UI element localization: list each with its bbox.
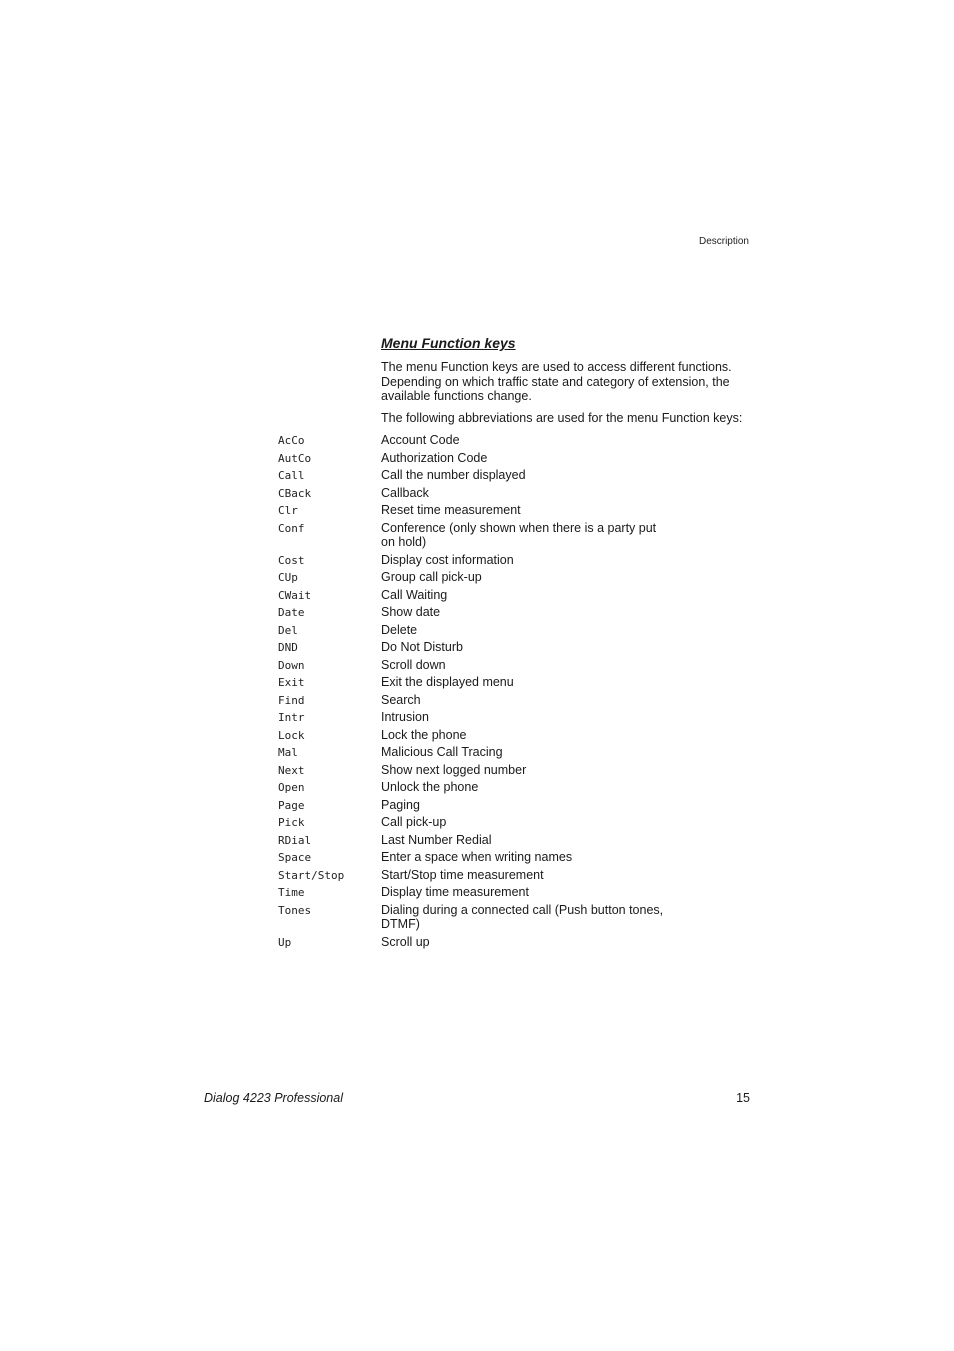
menu-function-keys-section [381, 334, 751, 432]
abbreviation-description: Callback [381, 485, 429, 500]
abbreviation-key: Time [278, 886, 305, 899]
abbreviation-key: Page [278, 798, 305, 812]
abbreviation-key: RDial [278, 833, 312, 847]
abbreviation-description: Do Not Disturb [381, 640, 463, 654]
abbreviation-key: AcCo [278, 434, 305, 447]
abbreviation-row [278, 468, 698, 486]
abbreviation-description: Group call pick-up [381, 570, 482, 584]
footer-title: Dialog 4223 Professional [204, 1091, 343, 1105]
abbreviation-key: Pick [278, 816, 305, 829]
abbreviation-row [278, 503, 698, 521]
abbreviation-description: Last Number Redial [381, 832, 492, 847]
abbreviation-description: Call pick-up [381, 815, 447, 829]
abbreviation-row [278, 658, 698, 676]
abbreviation-row [278, 815, 698, 833]
abbreviation-description: Reset time measurement [381, 503, 521, 517]
abbreviation-key: Open [278, 781, 305, 794]
abbreviation-row [278, 451, 698, 469]
abbreviation-description: Lock the phone [381, 727, 467, 742]
abbreviation-row [278, 780, 698, 798]
abbreviation-description: Authorization Code [381, 450, 488, 465]
abbreviation-key: Clr [278, 504, 298, 517]
abbreviation-row [278, 588, 698, 606]
abbreviation-row [278, 728, 698, 746]
abbreviation-row [278, 605, 698, 623]
abbreviation-description: Delete [381, 622, 418, 637]
abbreviation-description: Show next logged number [381, 762, 527, 777]
abbreviation-description: Search [381, 692, 421, 707]
abbreviation-description: Exit the displayed menu [381, 675, 514, 689]
abbreviation-row [278, 623, 698, 641]
abbreviation-key: AutCo [278, 451, 312, 465]
abbreviation-description: Enter a space when writing names [381, 850, 573, 864]
abbreviation-description: Malicious Call Tracing [381, 745, 503, 759]
abbreviation-row [278, 745, 698, 763]
abbreviation-row [278, 640, 698, 658]
abbreviation-key: Del [278, 623, 298, 637]
abbreviation-row [278, 433, 698, 451]
abbreviation-key: Exit [278, 676, 305, 689]
abbreviation-description: Display time measurement [381, 885, 529, 899]
abbreviation-description: Call the number displayed [381, 468, 526, 482]
abbreviation-list [278, 433, 698, 952]
abbreviation-description: Conference (only shown when there is a party put on hold) [381, 520, 657, 549]
abbreviation-description: Start/Stop time measurement [381, 867, 544, 882]
abbreviations-intro: The following abbreviations are used for the menu Function keys: [381, 410, 743, 425]
abbreviation-key: CUp [278, 571, 298, 584]
abbreviation-key: DND [278, 641, 298, 654]
abbreviation-description: Scroll down [381, 657, 446, 672]
abbreviation-row [278, 833, 698, 851]
abbreviation-key: Next [278, 763, 305, 777]
abbreviation-row [278, 798, 698, 816]
abbreviation-row [278, 710, 698, 728]
page-footer [204, 1091, 750, 1105]
abbreviation-row [278, 935, 698, 953]
abbreviation-row [278, 850, 698, 868]
abbreviation-description: Call Waiting [381, 587, 448, 602]
abbreviation-key: Space [278, 851, 312, 864]
abbreviation-row [278, 868, 698, 886]
running-header: Description [698, 236, 749, 247]
abbreviation-key: Lock [278, 728, 305, 742]
abbreviation-key: CBack [278, 486, 312, 500]
abbreviation-row [278, 903, 698, 935]
abbreviation-row [278, 675, 698, 693]
intro-paragraph: The menu Function keys are used to access different functions. Depending on which traffic state and category of extension, the available functions change. [381, 360, 732, 403]
abbreviation-description: Display cost information [381, 552, 514, 567]
abbreviation-row [278, 486, 698, 504]
abbreviation-description: Scroll up [381, 934, 430, 949]
abbreviation-description: Dialing during a connected call (Push button tones, DTMF) [381, 902, 664, 931]
abbreviation-description: Paging [381, 797, 420, 812]
abbreviation-key: Down [278, 658, 305, 672]
abbreviation-description: Unlock the phone [381, 780, 479, 794]
abbreviation-key: Tones [278, 903, 312, 917]
abbreviation-key: Call [278, 469, 305, 482]
abbreviation-key: Up [278, 935, 292, 949]
page-number: 15 [736, 1091, 750, 1105]
abbreviation-description: Show date [381, 605, 441, 619]
abbreviation-row [278, 570, 698, 588]
abbreviation-row [278, 763, 698, 781]
abbreviation-row [278, 885, 698, 903]
abbreviation-row [278, 553, 698, 571]
abbreviation-key: Date [278, 606, 305, 619]
section-title: Menu Function keys [381, 335, 516, 351]
abbreviation-key: Conf [278, 521, 305, 535]
abbreviation-key: Start/Stop [278, 868, 345, 882]
abbreviation-key: Mal [278, 746, 298, 759]
abbreviation-key: Find [278, 693, 305, 707]
abbreviation-key: CWait [278, 588, 312, 602]
abbreviation-row [278, 693, 698, 711]
abbreviation-key: Intr [278, 711, 305, 724]
abbreviation-description: Intrusion [381, 710, 429, 724]
abbreviation-row [278, 521, 698, 553]
abbreviation-key: Cost [278, 553, 305, 567]
abbreviation-description: Account Code [381, 433, 460, 447]
